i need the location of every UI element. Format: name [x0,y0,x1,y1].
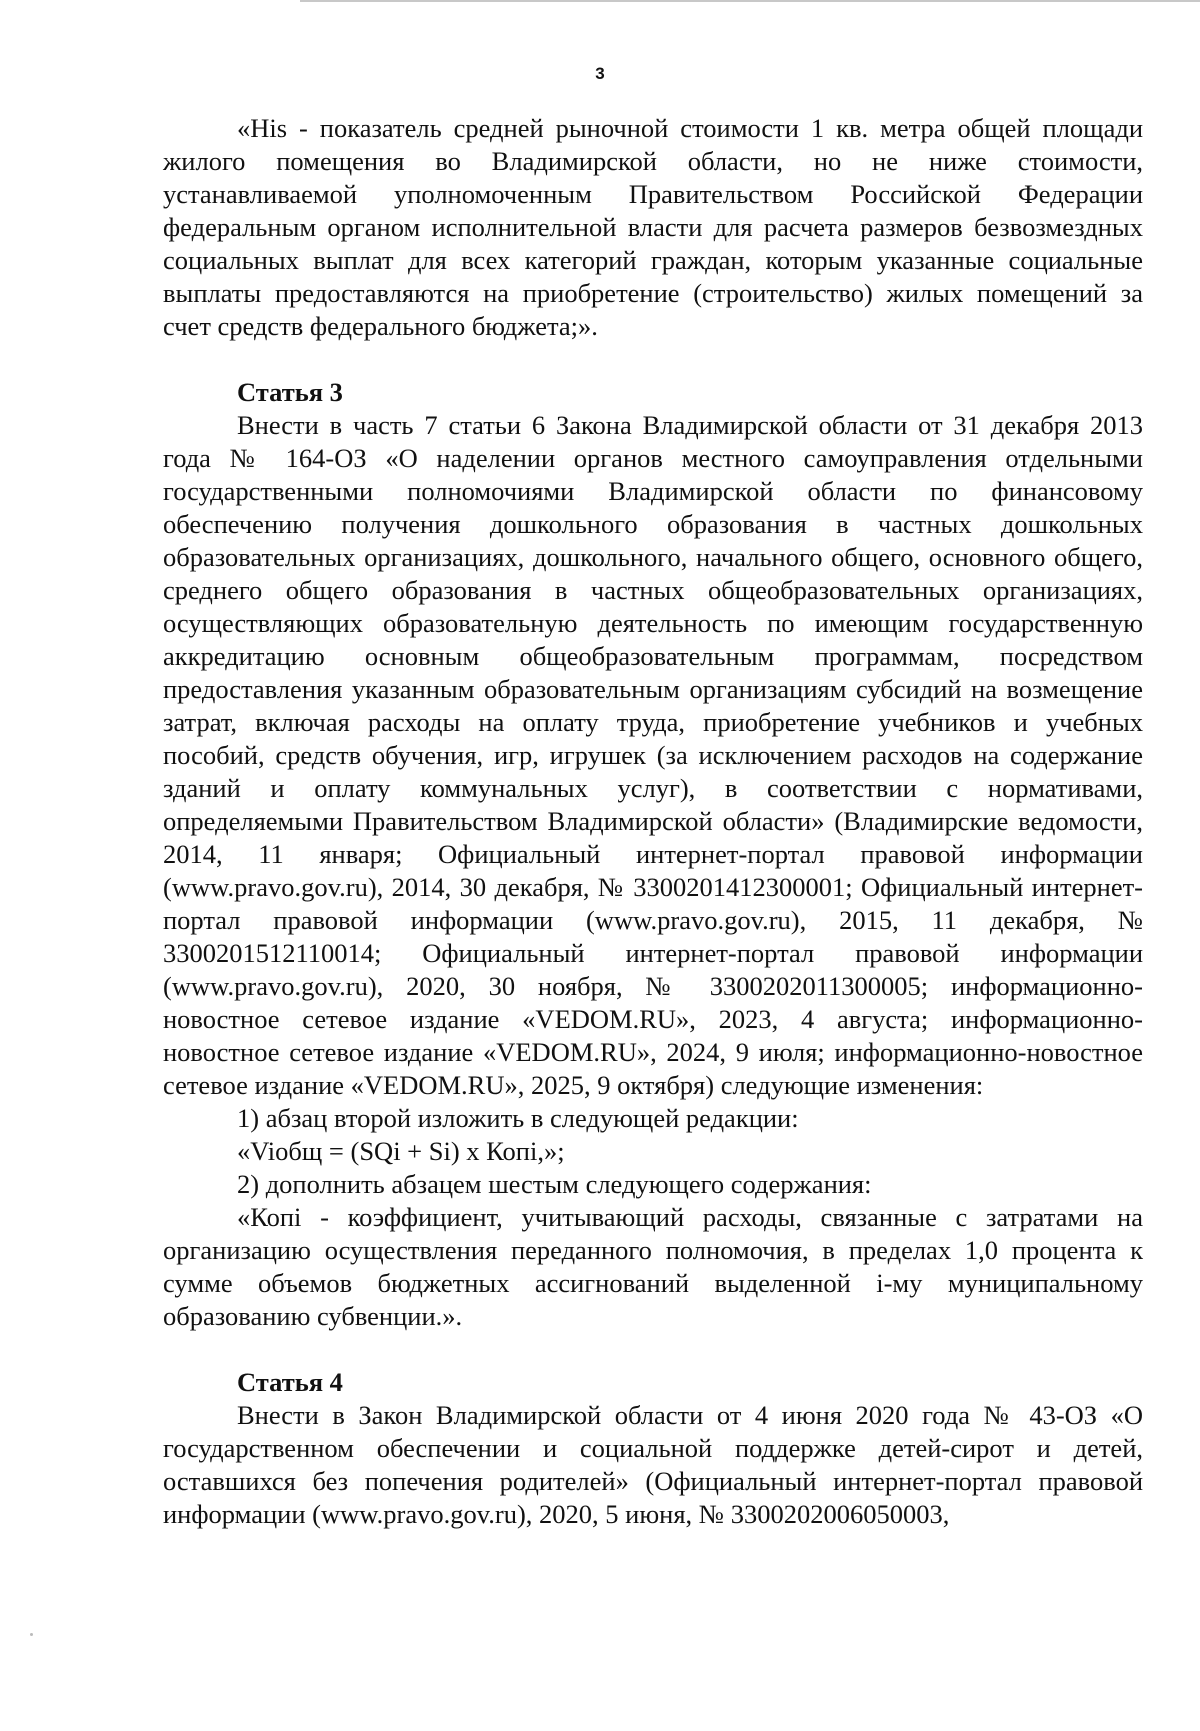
paragraph-article-4-intro: Внести в Закон Владимирской области от 4 июня 2020 года № 43-ОЗ «О государственном обеспечении и социальной поддержке детей-сирот и детей, оставшихся без попечения родителей» (Официальный интернет-портал правовой информации (www.pravo.gov.ru), 2020, 5 июня, № 3300202006050003, [163,1400,1143,1529]
document-body [163,112,1143,1531]
paragraph-his-definition: «His - показатель средней рыночной стоимости 1 кв. метра общей площади жилого помещения во Владимирской области, но не ниже стоимости, устанавливаемой уполномоченным Правительством Российской Федерации федеральным органом исполнительной власти для расчета размеров безвозмездных социальных выплат для всех категорий граждан, которым указанные социальные выплаты предоставляются на приобретение (строительство) жилых помещений за счет средств федерального бюджета;». [163,113,1143,341]
paragraph-formula: «Viобщ = (SQi + Si) x Копі,»; [237,1136,565,1166]
heading-article-4: Статья 4 [237,1367,343,1397]
spacer [163,343,1143,376]
heading-article-3: Статья 3 [237,377,343,407]
paragraph-item-2: 2) дополнить абзацем шестым следующего содержания: [237,1169,872,1199]
paragraph-kopi-definition: «Копі - коэффициент, учитывающий расходы, связанные с затратами на организацию осуществления переданного полномочия, в пределах 1,0 процента к сумме объемов бюджетных ассигнований выделенной і-му муниципальному образованию субвенции.». [163,1202,1143,1331]
page-number: 3 [595,64,605,83]
scan-top-edge [300,0,1200,2]
spacer [163,1333,1143,1366]
paragraph-item-1: 1) абзац второй изложить в следующей редакции: [237,1103,799,1133]
scan-speck [30,1633,33,1636]
paragraph-article-3-intro: Внести в часть 7 статьи 6 Закона Владимирской области от 31 декабря 2013 года № 164-ОЗ «О наделении органов местного самоуправления отдельными государственными полномочиями Владимирской области по финансовому обеспечению получения дошкольного образования в частных дошкольных образовательных организациях, дошкольного, начального общего, основного общего, среднего общего образования в частных общеобразовательных организациях, осуществляющих образовательную деятельность по имеющим государственную аккредитацию основным общеобразовательным программам, посредством предоставления указанным образовательным организациям субсидий на возмещение затрат, включая расходы на оплату труда, приобретение учебников и учебных пособий, средств обучения, игр, игрушек (за исключением расходов на содержание зданий и оплату коммунальных услуг), в соответствии с нормативами, определяемыми Правительством Владимирской области» (Владимирские ведомости, 2014, 11 января; Официальный интернет-портал правовой информации (www.pravo.gov.ru), 2014, 30 декабря, № 3300201412300001; Официальный интернет-портал правовой информации (www.pravo.gov.ru), 2015, 11 декабря, № 3300201512110014; Официальный интернет-портал правовой информации (www.pravo.gov.ru), 2020, 30 ноября, № 3300202011300005; информационно-новостное сетевое издание «VEDOM.RU», 2023, 4 августа; информационно-новостное сетевое издание «VEDOM.RU», 2024, 9 июля; информационно-новостное сетевое издание «VEDOM.RU», 2025, 9 октября) следующие изменения: [163,410,1143,1100]
